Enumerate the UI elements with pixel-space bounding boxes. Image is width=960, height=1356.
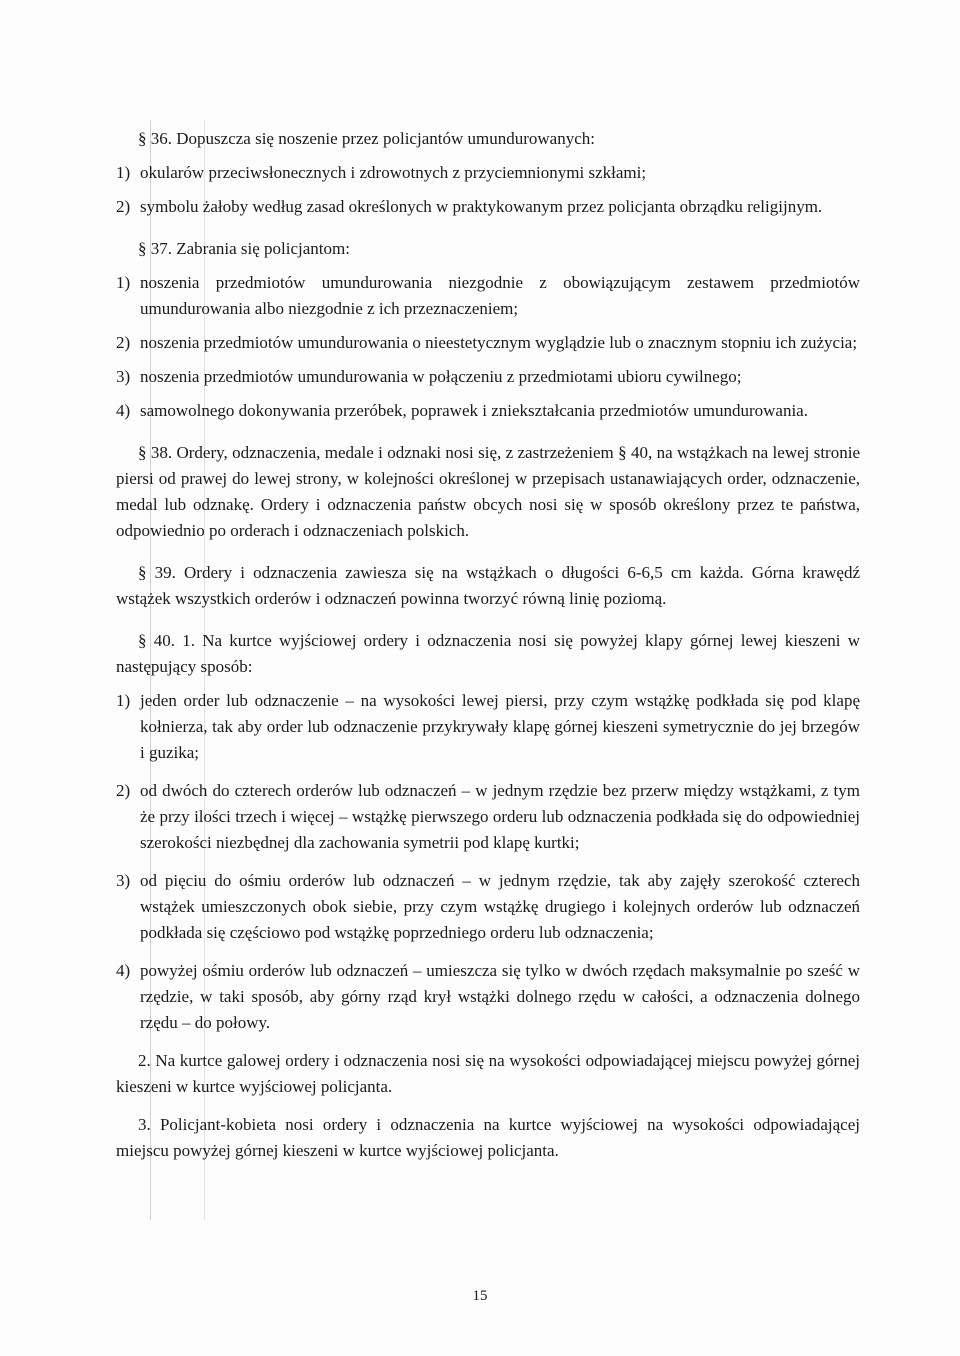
page-number: 15 — [472, 1288, 488, 1304]
document-body — [116, 126, 860, 1164]
list-item: 3) od pięciu do ośmiu orderów lub odznaczeń – w jednym rzędzie, tak aby zajęły szerokość czterech wstążek umieszczonych obok siebie, przy czym wstążkę drugiego i kolejnych orderów lub odznaczeń podkłada się częściowo pod wstążkę poprzedniego orderu lub odznaczenia; — [116, 871, 860, 942]
paragraph-40-head: § 40. 1. Na kurtce wyjściowej ordery i odznaczenia nosi się powyżej klapy górnej lewej kieszeni w następujący sposób: — [116, 631, 860, 676]
paragraph-36-head: § 36. Dopuszcza się noszenie przez policjantów umundurowanych: — [138, 129, 595, 148]
list-item: 2) symbolu żałoby według zasad określonych w praktykowanym przez policjanta obrządku religijnym. — [116, 197, 823, 216]
list-item: 1) jeden order lub odznaczenie – na wysokości lewej piersi, przy czym wstążkę podkłada się pod klapę kołnierza, tak aby order lub odznaczenie przykrywały klapę górnej kieszeni symetrycznie do jej brzegów i guzika; — [116, 691, 860, 762]
list-item: 4) powyżej ośmiu orderów lub odznaczeń – umieszcza się tylko w dwóch rzędach maksymalnie po sześć w rzędzie, w taki sposób, aby górny rząd krył wstążki dolnego rzędu w całości, a odznaczenia dolnego rzędu – do połowy. — [116, 961, 860, 1032]
list-item: 4) samowolnego dokonywania przeróbek, poprawek i zniekształcania przedmiotów umundurowania. — [116, 401, 808, 420]
paragraph-40-sub2: 2. Na kurtce galowej ordery i odznaczenia nosi się na wysokości odpowiadającej miejscu powyżej górnej kieszeni w kurtce wyjściowej policjanta. — [116, 1051, 860, 1096]
list-item: 2) noszenia przedmiotów umundurowania o nieestetycznym wyglądzie lub o znacznym stopniu ich zużycia; — [116, 333, 858, 352]
list-item: 1) okularów przeciwsłonecznych i zdrowotnych z przyciemnionymi szkłami; — [116, 163, 647, 182]
paragraph-38: § 38. Ordery, odznaczenia, medale i odznaki nosi się, z zastrzeżeniem § 40, na wstążkach na lewej stronie piersi od prawej do lewej strony, w kolejności określonej w przepisach ustanawiających order, odznaczenie, medal lub odznakę. Ordery i odznaczenia państw obcych nosi się w sposób określony przez te państwa, odpowiednio po orderach i odznaczeniach polskich. — [116, 443, 860, 540]
list-item: 1) noszenia przedmiotów umundurowania niezgodnie z obowiązującym zestawem przedmiotów umundurowania albo niezgodnie z ich przeznaczeniem; — [116, 273, 860, 318]
paragraph-37-head: § 37. Zabrania się policjantom: — [138, 239, 350, 258]
paragraph-40-sub3: 3. Policjant-kobieta nosi ordery i odznaczenia na kurtce wyjściowej na wysokości odpowiadającej miejscu powyżej górnej kieszeni w kurtce wyjściowej policjanta. — [116, 1115, 860, 1160]
list-item: 2) od dwóch do czterech orderów lub odznaczeń – w jednym rzędzie bez przerw między wstążkami, z tym że przy ilości trzech i więcej – wstążkę pierwszego orderu lub odznaczenia podkłada się do odpowiedniej szerokości niezbędnej dla zachowania symetrii pod klapę kurtki; — [116, 781, 860, 852]
list-item: 3) noszenia przedmiotów umundurowania w połączeniu z przedmiotami ubioru cywilnego; — [116, 367, 742, 386]
paragraph-39: § 39. Ordery i odznaczenia zawiesza się na wstążkach o długości 6-6,5 cm każda. Górna krawędź wstążek wszystkich orderów i odznaczeń powinna tworzyć równą linię poziomą. — [116, 563, 860, 608]
